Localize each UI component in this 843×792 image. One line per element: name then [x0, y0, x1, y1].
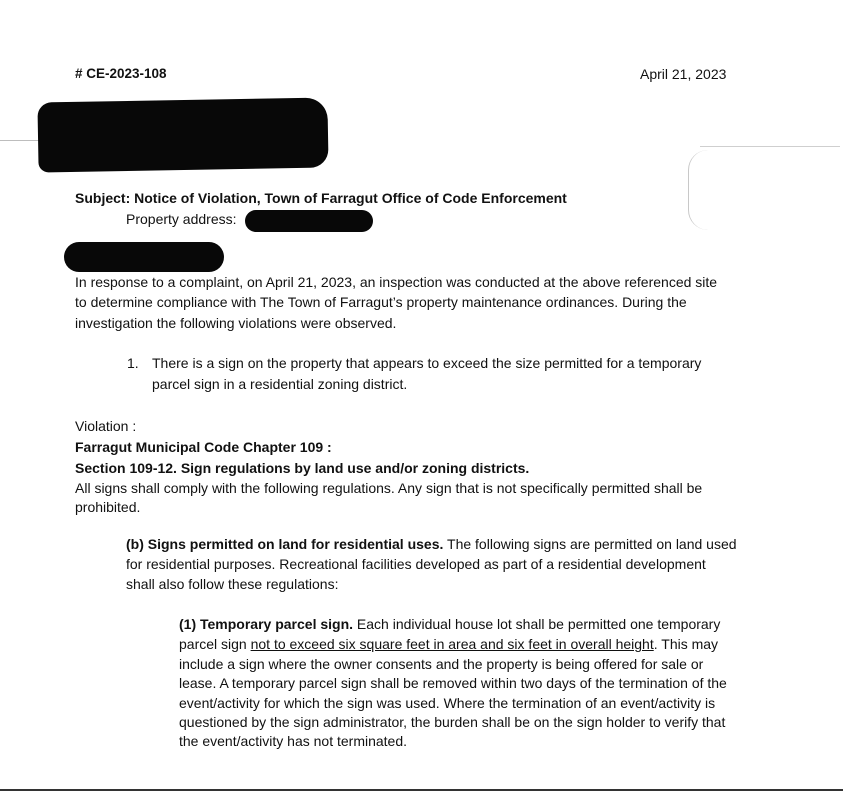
subsection-b-text: for residential purposes. Recreational facilities developed as part of a residential development	[126, 556, 706, 572]
intro-line: In response to a complaint, on April 21, 2023, an inspection was conducted at the above referenced site	[75, 274, 718, 290]
violation-label: Violation :	[75, 418, 137, 434]
page-bottom-edge	[0, 789, 843, 791]
subsection-1-text: Each individual house lot shall be permitted one temporary	[353, 616, 721, 632]
subsection-b-heading: (b) Signs permitted on land for residential uses.	[126, 536, 444, 552]
scan-artifact-line	[0, 140, 40, 141]
case-number: # CE-2023-108	[75, 66, 167, 81]
subsection-1-first-line	[179, 616, 720, 632]
subsection-1-text: the event/activity has not terminated.	[179, 733, 408, 749]
code-chapter: Farragut Municipal Code Chapter 109 :	[75, 439, 332, 455]
intro-line: to determine compliance with The Town of Farragut’s property maintenance ordinances. During the	[75, 294, 687, 310]
violation-list-number: 1.	[127, 355, 139, 371]
subsection-1-text: parcel sign	[179, 636, 251, 652]
subsection-1-text: questioned by the sign administrator, the burden shall be on the sign holder to verify that	[179, 714, 726, 730]
violation-list-text: There is a sign on the property that appears to exceed the size permitted for a temporary	[152, 355, 702, 371]
subsection-b-text: shall also follow these regulations:	[126, 576, 339, 592]
subsection-b-text: The following signs are permitted on land used	[443, 536, 737, 552]
section-text: prohibited.	[75, 499, 141, 515]
subsection-1-text: lease. A temporary parcel sign shall be removed within two days of the termination of the	[179, 675, 727, 691]
violation-list-text: parcel sign in a residential zoning district.	[152, 376, 408, 392]
subsection-b-first-line	[126, 536, 737, 552]
redacted-address-line-2	[64, 242, 224, 272]
redacted-recipient	[37, 97, 328, 172]
size-limit-underlined: not to exceed six square feet in area and six feet in overall height	[250, 636, 654, 652]
subsection-1-heading: (1) Temporary parcel sign.	[179, 616, 354, 632]
intro-line: investigation the following violations were observed.	[75, 315, 397, 331]
scan-artifact-line	[700, 146, 840, 147]
subsection-1-second-line	[179, 636, 718, 652]
subject-line: Subject: Notice of Violation, Town of Farragut Office of Code Enforcement	[75, 190, 567, 206]
subsection-1-text: . This may	[653, 636, 719, 652]
property-address-label: Property address:	[126, 211, 237, 227]
code-section: Section 109-12. Sign regulations by land use and/or zoning districts.	[75, 460, 530, 476]
letter-date: April 21, 2023	[640, 66, 727, 82]
subsection-1-text: event/activity for which the sign was used. Where the termination of an event/activity is	[179, 695, 716, 711]
redacted-address	[245, 210, 373, 232]
scan-artifact-curve	[688, 150, 709, 230]
subsection-1-text: include a sign where the owner consents and the property is being offered for sale or	[179, 656, 704, 672]
section-text: All signs shall comply with the following regulations. Any sign that is not specifically permitted shall be	[75, 480, 703, 496]
